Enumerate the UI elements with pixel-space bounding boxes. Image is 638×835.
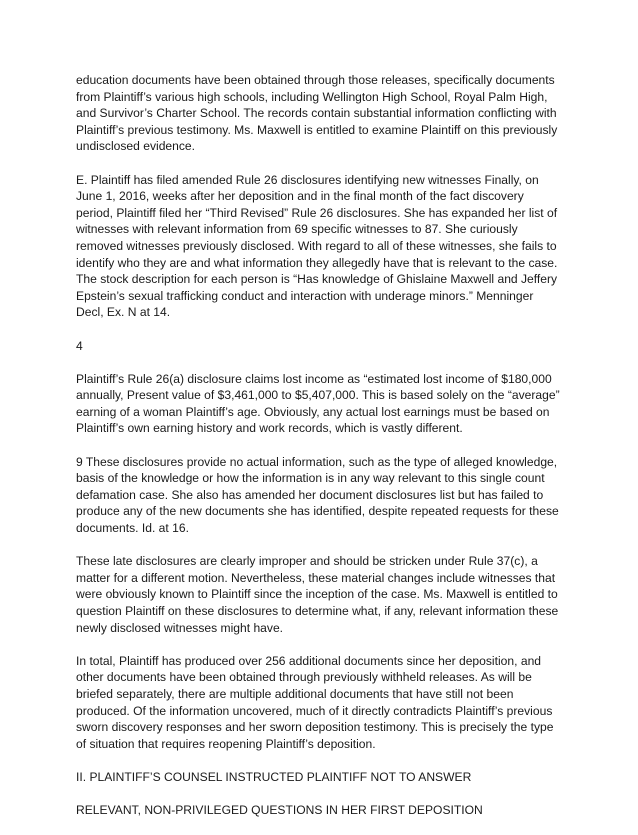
paragraph-additional-documents: In total, Plaintiff has produced over 256 additional documents since her deposition, and other documents have been obtained through previously withheld releases. As will be briefed separately, there are multiple additional documents that have still not been produced. Of the information uncovered, much of it directly contradicts Plaintiff’s previous sworn discovery responses and her sworn deposition testimony. This is precisely the type of situation that requires reopening Plaintiff’s deposition. xyxy=(76,653,554,751)
section-heading-line-2: RELEVANT, NON-PRIVILEGED QUESTIONS IN HER FIRST DEPOSITION xyxy=(76,803,483,818)
paragraph-late-disclosures: These late disclosures are clearly improper and should be stricken under Rule 37(c), a matter for a different motion. Nevertheless, these material changes include witnesses that were obviously known to Plaintiff since the inception of the case. Ms. Maxwell is entitled to question Plaintiff on these disclosures to determine what, if any, relevant information these newly disclosed witnesses might have. xyxy=(76,554,559,635)
paragraph-footnote-9: 9 These disclosures provide no actual information, such as the type of alleged knowledge, basis of the knowledge or how the information is in any way relevant to this single count defamation case. She also has amended her document disclosures list but has failed to produce any of the new documents she has identified, despite repeated requests for these documents. Id. at 16. xyxy=(76,454,559,536)
paragraph-rule-26-disclosures: E. Plaintiff has filed amended Rule 26 disclosures identifying new witnesses Finally, on June 1, 2016, weeks after her deposition and in the final month of the fact discovery period, Plaintiff filed her “Third Revised” Rule 26 disclosures. She has expanded her list of witnesses with relevant information from 69 specific witnesses to 87. She curiously removed witnesses previously disclosed. With regard to all of these witnesses, she fails to identify who they are and what information they allegedly have that is relevant to the case. The stock description for each person is “Has knowledge of Ghislaine Maxwell and Jeffery Epstein’s sexual trafficking conduct and interaction with underage minors.” Menninger Decl, Ex. N at 14. xyxy=(76,172,558,320)
footnote-number: 4 xyxy=(76,338,83,353)
paragraph-lost-income: Plaintiff’s Rule 26(a) disclosure claims lost income as “estimated lost income of $180,000 annually, Present value of $3,461,000 to $5,407,000. This is based solely on the “average” earning of a woman Plaintiff’s age. Obviously, any actual lost earnings must be based on Plaintiff’s own earning history and work records, which is vastly different. xyxy=(76,371,560,436)
paragraph-education-documents: education documents have been obtained through those releases, specifically documents from Plaintiff’s various high schools, including Wellington High School, Royal Palm High, and Survivor’s Charter School. The records contain substantial information conflicting with Plaintiff’s previous testimony. Ms. Maxwell is entitled to examine Plaintiff on this previously undisclosed evidence. xyxy=(76,73,558,154)
section-heading-line-1: II. PLAINTIFF’S COUNSEL INSTRUCTED PLAINTIFF NOT TO ANSWER xyxy=(76,769,472,784)
document-page xyxy=(76,72,562,835)
